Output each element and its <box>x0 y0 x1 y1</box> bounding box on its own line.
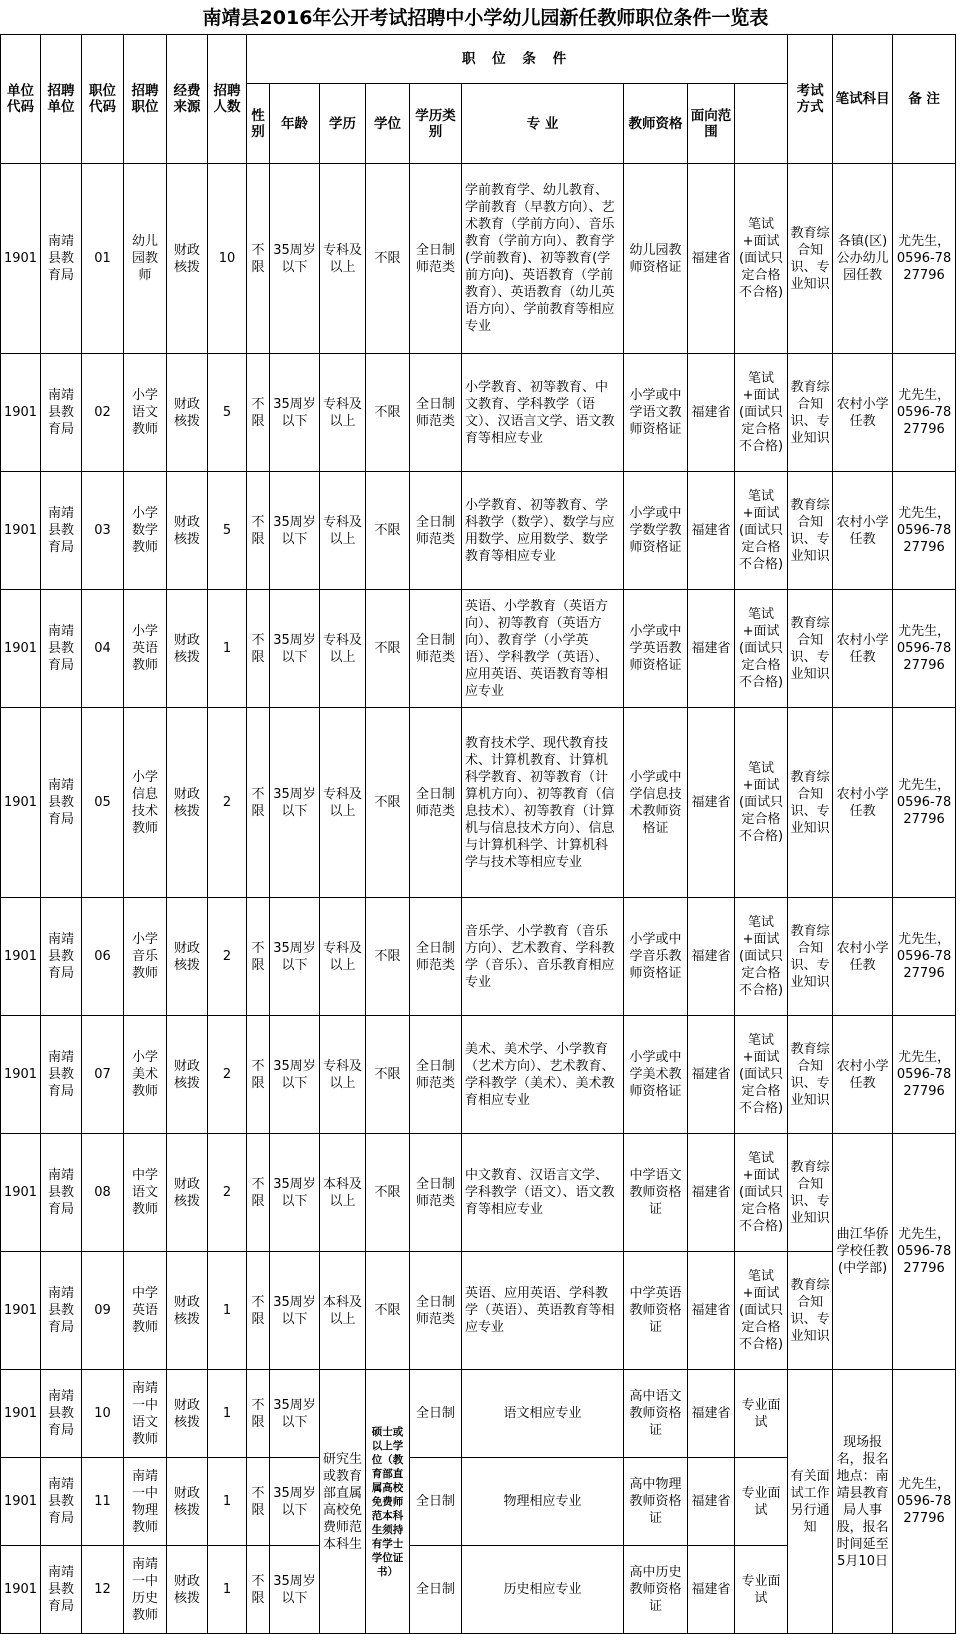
cell-fund: 财政核拨 <box>167 898 208 1016</box>
cell-education: 专科及以上 <box>320 898 366 1016</box>
cell-education: 本科及以上 <box>320 1134 366 1252</box>
cell-contact: 尤先生，0596-7827796 <box>893 1370 956 1634</box>
cell-remark: 农村小学任教 <box>833 590 893 708</box>
cell-edu-type: 全日制 <box>410 1458 462 1546</box>
positions-table <box>0 34 956 1634</box>
cell-scope: 福建省 <box>688 1016 735 1134</box>
cell-cert: 小学或中学英语教师资格证 <box>624 590 688 708</box>
cell-age: 35周岁以下 <box>270 1134 320 1252</box>
cell-major: 物理相应专业 <box>462 1458 624 1546</box>
cell-unit-code: 1901 <box>1 590 41 708</box>
cell-major: 英语、应用英语、学科教学（英语）、英语教育等相应专业 <box>462 1252 624 1370</box>
cell-unit: 南靖县教育局 <box>41 1370 82 1458</box>
cell-post-code: 05 <box>82 708 124 898</box>
cell-count: 1 <box>208 1546 247 1634</box>
cell-scope: 福建省 <box>688 1370 735 1458</box>
cell-fund: 财政核拨 <box>167 472 208 590</box>
cell-subject: 教育综合知识、专业知识 <box>788 708 833 898</box>
table-row <box>1 472 956 590</box>
cell-edu-type: 全日制师范类 <box>410 1016 462 1134</box>
cell-edu-type: 全日制 <box>410 1370 462 1458</box>
cell-degree: 不限 <box>366 708 410 898</box>
cell-edu-type: 全日制师范类 <box>410 354 462 472</box>
cell-remark: 现场报名，报名地点：南靖县教育局人事股，报名时间延至5月10日 <box>833 1370 893 1634</box>
cell-edu-type: 全日制师范类 <box>410 898 462 1016</box>
cell-exam: 笔试+面试(面试只定合格不合格) <box>735 472 788 590</box>
cell-contact: 尤先生，0596-7827796 <box>893 1134 956 1370</box>
cell-major: 小学教育、初等教育、学科教学（数学）、数学与应用数学、应用数学、数学教育等相应专业 <box>462 472 624 590</box>
cell-fund: 财政核拨 <box>167 1016 208 1134</box>
table-row <box>1 590 956 708</box>
cell-count: 1 <box>208 590 247 708</box>
cell-scope: 福建省 <box>688 472 735 590</box>
cell-scope: 福建省 <box>688 1458 735 1546</box>
cell-gender: 不限 <box>247 1546 270 1634</box>
cell-degree: 不限 <box>366 898 410 1016</box>
header-recruit-unit: 招聘单位 <box>41 35 82 164</box>
cell-education: 专科及以上 <box>320 354 366 472</box>
cell-count: 1 <box>208 1458 247 1546</box>
cell-education: 专科及以上 <box>320 708 366 898</box>
cell-cert: 小学或中学信息技术教师资格证 <box>624 708 688 898</box>
cell-age: 35周岁以下 <box>270 1252 320 1370</box>
cell-unit-code: 1901 <box>1 1546 41 1634</box>
cell-scope: 福建省 <box>688 708 735 898</box>
cell-fund: 财政核拨 <box>167 1458 208 1546</box>
cell-degree: 不限 <box>366 164 410 354</box>
cell-exam: 笔试+面试(面试只定合格不合格) <box>735 590 788 708</box>
cell-unit-code: 1901 <box>1 472 41 590</box>
cell-major: 英语、小学教育（英语方向）、初等教育（英语方向）、教育学（小学英语）、学科教学（英语）、应用英语、英语教育等相应专业 <box>462 590 624 708</box>
cell-age: 35周岁以下 <box>270 898 320 1016</box>
cell-age: 35周岁以下 <box>270 1016 320 1134</box>
cell-scope: 福建省 <box>688 1546 735 1634</box>
cell-gender: 不限 <box>247 708 270 898</box>
cell-age: 35周岁以下 <box>270 1458 320 1546</box>
cell-remark: 农村小学任教 <box>833 898 893 1016</box>
cell-exam: 专业面试 <box>735 1546 788 1634</box>
cell-post-code: 12 <box>82 1546 124 1634</box>
cell-exam: 专业面试 <box>735 1370 788 1458</box>
cell-post: 中学语文教师 <box>124 1134 167 1252</box>
cell-unit-code: 1901 <box>1 1370 41 1458</box>
cell-age: 35周岁以下 <box>270 164 320 354</box>
cell-age: 35周岁以下 <box>270 1546 320 1634</box>
cell-exam: 笔试+面试(面试只定合格不合格) <box>735 1016 788 1134</box>
header-remark: 备 注 <box>893 35 956 164</box>
cell-count: 2 <box>208 1016 247 1134</box>
cell-gender: 不限 <box>247 898 270 1016</box>
cell-cert: 高中物理教师资格证 <box>624 1458 688 1546</box>
cell-edu-type: 全日制师范类 <box>410 164 462 354</box>
cell-subject: 教育综合知识、专业知识 <box>788 898 833 1016</box>
cell-education: 专科及以上 <box>320 472 366 590</box>
cell-education: 本科及以上 <box>320 1252 366 1370</box>
cell-major: 中文教育、汉语言文学、学科教学（语文）、语文教育等相应专业 <box>462 1134 624 1252</box>
cell-exam: 笔试+面试(面试只定合格不合格) <box>735 164 788 354</box>
cell-gender: 不限 <box>247 354 270 472</box>
cell-remark: 曲江华侨学校任教(中学部) <box>833 1134 893 1370</box>
cell-fund: 财政核拨 <box>167 1134 208 1252</box>
cell-major: 音乐学、小学教育（音乐方向）、艺术教育、学科教学（音乐）、音乐教育相应专业 <box>462 898 624 1016</box>
cell-education: 研究生或教育部直属高校免费师范本科生 <box>320 1370 366 1634</box>
cell-post-code: 07 <box>82 1016 124 1134</box>
header-fund-source: 经费来源 <box>167 35 208 164</box>
cell-unit: 南靖县教育局 <box>41 1458 82 1546</box>
cell-subject: 教育综合知识、专业知识 <box>788 590 833 708</box>
cell-count: 5 <box>208 472 247 590</box>
cell-gender: 不限 <box>247 1252 270 1370</box>
cell-education: 专科及以上 <box>320 164 366 354</box>
cell-post: 幼儿园教师 <box>124 164 167 354</box>
cell-contact: 尤先生，0596-7827796 <box>893 354 956 472</box>
cell-post-code: 04 <box>82 590 124 708</box>
header-degree: 学位 <box>366 84 410 164</box>
cell-exam: 专业面试 <box>735 1458 788 1546</box>
cell-fund: 财政核拨 <box>167 1370 208 1458</box>
cell-gender: 不限 <box>247 1134 270 1252</box>
cell-unit: 南靖县教育局 <box>41 472 82 590</box>
cell-count: 1 <box>208 1370 247 1458</box>
cell-cert: 小学或中学数学教师资格证 <box>624 472 688 590</box>
cell-cert: 中学语文教师资格证 <box>624 1134 688 1252</box>
cell-cert: 小学或中学音乐教师资格证 <box>624 898 688 1016</box>
cell-degree: 不限 <box>366 1134 410 1252</box>
cell-gender: 不限 <box>247 590 270 708</box>
cell-count: 10 <box>208 164 247 354</box>
table-row <box>1 898 956 1016</box>
cell-post: 南靖一中语文教师 <box>124 1370 167 1458</box>
cell-post: 中学英语教师 <box>124 1252 167 1370</box>
cell-exam: 笔试+面试(面试只定合格不合格) <box>735 708 788 898</box>
cell-exam: 笔试+面试(面试只定合格不合格) <box>735 354 788 472</box>
cell-major: 美术、美术学、小学教育（艺术方向）、艺术教育、学科教学（美术）、美术教育相应专业 <box>462 1016 624 1134</box>
cell-cert: 小学或中学美术教师资格证 <box>624 1016 688 1134</box>
cell-subject: 教育综合知识、专业知识 <box>788 472 833 590</box>
cell-count: 2 <box>208 1134 247 1252</box>
cell-age: 35周岁以下 <box>270 590 320 708</box>
cell-cert: 高中语文教师资格证 <box>624 1370 688 1458</box>
cell-post: 小学数学教师 <box>124 472 167 590</box>
cell-age: 35周岁以下 <box>270 354 320 472</box>
cell-unit-code: 1901 <box>1 164 41 354</box>
cell-unit: 南靖县教育局 <box>41 708 82 898</box>
cell-gender: 不限 <box>247 1458 270 1546</box>
cell-degree: 不限 <box>366 354 410 472</box>
cell-fund: 财政核拨 <box>167 590 208 708</box>
cell-post: 南靖一中物理教师 <box>124 1458 167 1546</box>
header-cert: 教师资格 <box>624 84 688 164</box>
header-scope: 面向范围 <box>688 84 735 164</box>
header-major: 专 业 <box>462 84 624 164</box>
cell-edu-type: 全日制师范类 <box>410 590 462 708</box>
cell-remark: 农村小学任教 <box>833 354 893 472</box>
cell-unit: 南靖县教育局 <box>41 354 82 472</box>
cell-degree: 硕士或以上学位（教育部直属高校免费师范本科生须持有学士学位证书） <box>366 1370 410 1634</box>
cell-cert: 中学英语教师资格证 <box>624 1252 688 1370</box>
cell-age: 35周岁以下 <box>270 472 320 590</box>
cell-fund: 财政核拨 <box>167 354 208 472</box>
cell-gender: 不限 <box>247 472 270 590</box>
cell-contact: 尤先生，0596-7827796 <box>893 1016 956 1134</box>
header-unit-code: 单位代码 <box>1 35 41 164</box>
cell-contact: 尤先生，0596-7827796 <box>893 708 956 898</box>
cell-gender: 不限 <box>247 164 270 354</box>
cell-remark: 农村小学任教 <box>833 472 893 590</box>
cell-scope: 福建省 <box>688 590 735 708</box>
cell-post-code: 02 <box>82 354 124 472</box>
cell-subject: 教育综合知识、专业知识 <box>788 1252 833 1370</box>
cell-unit-code: 1901 <box>1 354 41 472</box>
cell-unit: 南靖县教育局 <box>41 1546 82 1634</box>
cell-major: 语文相应专业 <box>462 1370 624 1458</box>
cell-remark: 各镇(区)公办幼儿园任教 <box>833 164 893 354</box>
cell-gender: 不限 <box>247 1016 270 1134</box>
table-row <box>1 1370 956 1458</box>
cell-degree: 不限 <box>366 1016 410 1134</box>
cell-edu-type: 全日制师范类 <box>410 708 462 898</box>
cell-unit: 南靖县教育局 <box>41 164 82 354</box>
header-recruit-post: 招聘职位 <box>124 35 167 164</box>
table-row <box>1 164 956 354</box>
cell-edu-type: 全日制 <box>410 1546 462 1634</box>
header-edu-type: 学历类别 <box>410 84 462 164</box>
header-post-code: 职位代码 <box>82 35 124 164</box>
cell-edu-type: 全日制师范类 <box>410 1252 462 1370</box>
cell-post-code: 10 <box>82 1370 124 1458</box>
cell-unit-code: 1901 <box>1 1458 41 1546</box>
cell-remark: 农村小学任教 <box>833 1016 893 1134</box>
cell-count: 5 <box>208 354 247 472</box>
cell-edu-type: 全日制师范类 <box>410 1134 462 1252</box>
cell-post: 小学语文教师 <box>124 354 167 472</box>
table-row <box>1 354 956 472</box>
cell-major: 历史相应专业 <box>462 1546 624 1634</box>
cell-fund: 财政核拨 <box>167 708 208 898</box>
cell-exam: 笔试+面试(面试只定合格不合格) <box>735 1134 788 1252</box>
cell-unit-code: 1901 <box>1 898 41 1016</box>
table-row <box>1 708 956 898</box>
cell-fund: 财政核拨 <box>167 1252 208 1370</box>
cell-gender: 不限 <box>247 1370 270 1458</box>
cell-unit: 南靖县教育局 <box>41 590 82 708</box>
cell-scope: 福建省 <box>688 1134 735 1252</box>
cell-count: 2 <box>208 898 247 1016</box>
cell-age: 35周岁以下 <box>270 708 320 898</box>
page-title: 南靖县2016年公开考试招聘中小学幼儿园新任教师职位条件一览表 <box>202 7 769 29</box>
cell-count: 1 <box>208 1252 247 1370</box>
cell-major: 小学教育、初等教育、中文教育、学科教学（语文）、汉语言文学、语文教育等相应专业 <box>462 354 624 472</box>
cell-scope: 福建省 <box>688 898 735 1016</box>
cell-unit-code: 1901 <box>1 1134 41 1252</box>
cell-unit: 南靖县教育局 <box>41 898 82 1016</box>
table-row <box>1 1252 956 1370</box>
cell-scope: 福建省 <box>688 1252 735 1370</box>
cell-unit-code: 1901 <box>1 708 41 898</box>
cell-unit-code: 1901 <box>1 1016 41 1134</box>
cell-exam: 笔试+面试(面试只定合格不合格) <box>735 1252 788 1370</box>
cell-unit: 南靖县教育局 <box>41 1134 82 1252</box>
cell-cert: 幼儿园教师资格证 <box>624 164 688 354</box>
cell-education: 专科及以上 <box>320 590 366 708</box>
cell-cert: 高中历史教师资格证 <box>624 1546 688 1634</box>
cell-major: 学前教育学、幼儿教育、学前教育（早教方向）、艺术教育（学前方向）、音乐教育（学前方向）、教育学(学前教育)、初等教育(学前方向)、英语教育（学前教育）、英语教育（幼儿英语方向）、学前教育等相应专业 <box>462 164 624 354</box>
cell-contact: 尤先生，0596-7827796 <box>893 472 956 590</box>
cell-contact: 尤先生，0596-7827796 <box>893 898 956 1016</box>
cell-fund: 财政核拨 <box>167 1546 208 1634</box>
cell-subject: 教育综合知识、专业知识 <box>788 1134 833 1252</box>
header-count: 招聘人数 <box>208 35 247 164</box>
cell-post: 小学音乐教师 <box>124 898 167 1016</box>
cell-subject: 教育综合知识、专业知识 <box>788 354 833 472</box>
table-row <box>1 1016 956 1134</box>
cell-subject: 有关面试工作另行通知 <box>788 1370 833 1634</box>
cell-post-code: 08 <box>82 1134 124 1252</box>
header-conditions: 职 位 条 件 <box>247 35 788 84</box>
cell-subject: 教育综合知识、专业知识 <box>788 1016 833 1134</box>
cell-age: 35周岁以下 <box>270 1370 320 1458</box>
cell-degree: 不限 <box>366 590 410 708</box>
cell-education: 专科及以上 <box>320 1016 366 1134</box>
header-education: 学历 <box>320 84 366 164</box>
cell-post-code: 01 <box>82 164 124 354</box>
cell-post: 南靖一中历史教师 <box>124 1546 167 1634</box>
header-exam-method: 考试方式 <box>788 35 833 164</box>
cell-post: 小学美术教师 <box>124 1016 167 1134</box>
cell-contact: 尤先生，0596-7827796 <box>893 590 956 708</box>
cell-post-code: 09 <box>82 1252 124 1370</box>
cell-degree: 不限 <box>366 1252 410 1370</box>
cell-post-code: 06 <box>82 898 124 1016</box>
cell-subject: 教育综合知识、专业知识 <box>788 164 833 354</box>
cell-remark: 农村小学任教 <box>833 708 893 898</box>
header-age: 年龄 <box>270 84 320 164</box>
cell-count: 2 <box>208 708 247 898</box>
cell-unit-code: 1901 <box>1 1252 41 1370</box>
cell-exam: 笔试+面试(面试只定合格不合格) <box>735 898 788 1016</box>
cell-edu-type: 全日制师范类 <box>410 472 462 590</box>
cell-fund: 财政核拨 <box>167 164 208 354</box>
header-gender: 性别 <box>247 84 270 164</box>
cell-post-code: 03 <box>82 472 124 590</box>
header-written-subject: 笔试科目 <box>833 35 893 164</box>
cell-scope: 福建省 <box>688 354 735 472</box>
cell-post: 小学英语教师 <box>124 590 167 708</box>
cell-post-code: 11 <box>82 1458 124 1546</box>
cell-contact: 尤先生，0596-7827796 <box>893 164 956 354</box>
cell-post: 小学信息技术教师 <box>124 708 167 898</box>
cell-major: 教育技术学、现代教育技术、计算机教育、计算机科学教育、初等教育（计算机方向）、初等教育（信息技术）、初等教育（计算机与信息技术方向）、信息与计算机科学、计算机科学与技术等相应专业 <box>462 708 624 898</box>
cell-unit: 南靖县教育局 <box>41 1016 82 1134</box>
cell-cert: 小学或中学语文教师资格证 <box>624 354 688 472</box>
cell-unit: 南靖县教育局 <box>41 1252 82 1370</box>
cell-degree: 不限 <box>366 472 410 590</box>
table-row <box>1 1134 956 1252</box>
cell-scope: 福建省 <box>688 164 735 354</box>
